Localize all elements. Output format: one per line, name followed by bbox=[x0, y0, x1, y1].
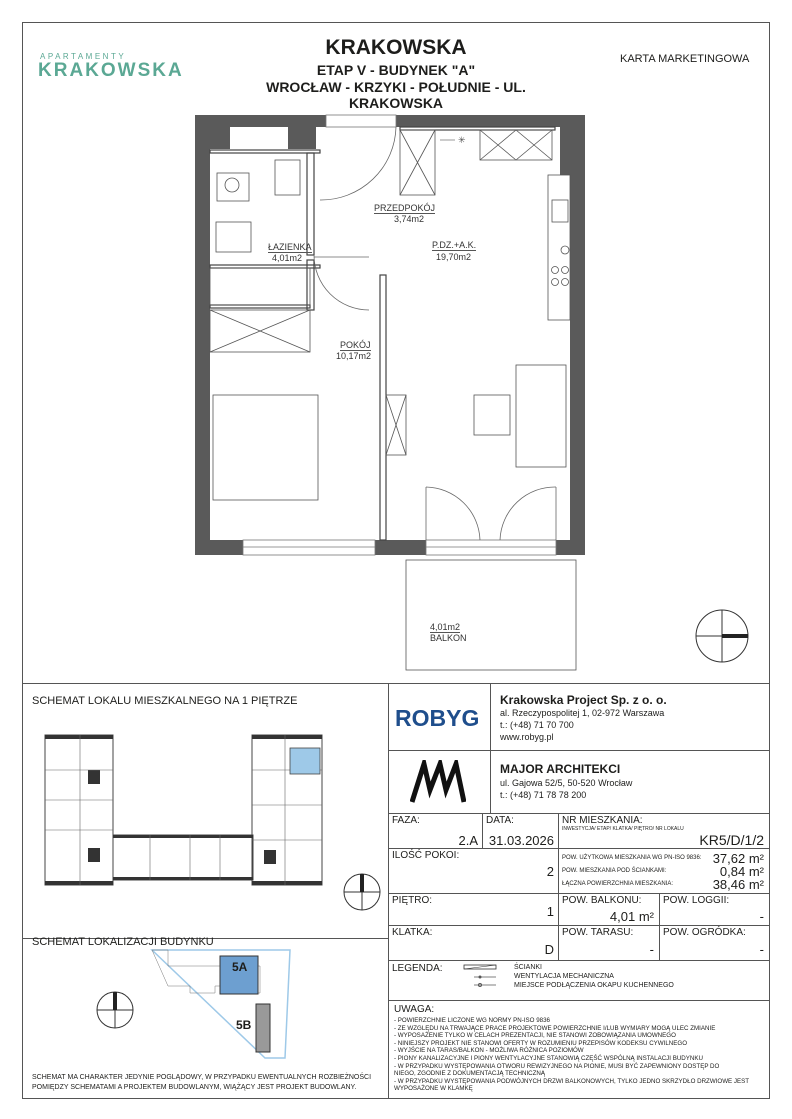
note-item: - NINIEJSZY PROJEKT NIE STANOWI OFERTY W ROZUMIENIU PRZEPISÓW KODEKSU CYWILNEGO bbox=[394, 1039, 688, 1047]
nr-value: KR5/D/1/2 bbox=[699, 832, 764, 848]
legend-label: LEGENDA: bbox=[392, 963, 443, 974]
developer-address: al. Rzeczypospolitej 1, 02-972 Warszawa bbox=[500, 708, 665, 718]
room-lazienka-name: ŁAZIENKA bbox=[268, 242, 312, 252]
nr-label: NR MIESZKANIA: bbox=[562, 815, 643, 826]
page-subtitle: ETAP V - BUDYNEK "A" bbox=[316, 62, 476, 78]
pow-uzyt-label: POW. UŻYTKOWA MIESZKANIA WG PN-ISO 9836: bbox=[562, 855, 702, 861]
pow-uzyt-value: 37,62 m² bbox=[712, 851, 764, 866]
legend-symbols bbox=[460, 963, 500, 991]
card-type: KARTA MARKETINGOWA bbox=[620, 53, 750, 65]
section-divider bbox=[22, 683, 770, 684]
building-label-5a: 5A bbox=[232, 960, 248, 974]
svg-text:✳: ✳ bbox=[458, 136, 466, 146]
north-arrow-small-icon bbox=[342, 872, 382, 912]
pietro-value: 1 bbox=[546, 904, 554, 919]
floor-schema-title: SCHEMAT LOKALU MIESZKALNEGO NA 1 PIĘTRZE bbox=[32, 695, 298, 707]
room-kitchen-name: P.DZ.+A.K. bbox=[432, 240, 477, 250]
room-przedpokoj-name: PRZEDPOKÓJ bbox=[374, 203, 436, 213]
note-item: - ZE WZGLĘDU NA TRWAJĄCE PRACE PROJEKTOWE POWIERZCHNIE I/LUB WYMIARY MOGĄ ULEC ZMIANIE bbox=[394, 1024, 716, 1032]
klatka-label: KLATKA: bbox=[392, 927, 433, 938]
logo-krakowska: KRAKOWSKA bbox=[38, 60, 184, 81]
building-label-5b: 5B bbox=[236, 1018, 252, 1032]
pietro-label: PIĘTRO: bbox=[392, 895, 433, 906]
loggia-label: POW. LOGGII: bbox=[663, 895, 730, 906]
page-title: KRAKOWSKA bbox=[325, 36, 467, 59]
disclaimer-line-2: POMIĘDZY SCHEMATAMI A PROJEKTEM BUDOWLANYM, WIĄŻĄCY JEST PROJEKT BUDOWLANY. bbox=[32, 1084, 357, 1091]
building-schema bbox=[60, 948, 300, 1068]
legend-item-wentylacja: WENTYLACJA MECHANICZNA bbox=[514, 973, 614, 980]
notes-label: UWAGA: bbox=[394, 1004, 435, 1015]
robyg-logo: ROBYG bbox=[395, 705, 480, 731]
pokoi-label: ILOŚĆ POKOI: bbox=[392, 850, 460, 861]
floor-schema bbox=[40, 730, 330, 895]
room-lazienka-area: 4,01m2 bbox=[272, 253, 303, 263]
pow-laczna-label: ŁĄCZNA POWIERZCHNIA MIESZKANIA: bbox=[562, 881, 674, 887]
note-item: - PIONY KANALIZACYJNE I PIONY WENTYLACYJNE STANOWIĄ CZĘŚĆ WSPÓLNĄ INSTALACJI BUDYNKU bbox=[394, 1054, 703, 1062]
note-item: - W PRZYPADKU WYSTĘPOWANIA PODWÓJNYCH DRZWI BALKONOWYCH, TYLKO JEDNO SKRZYDŁO DRZWIOWE JEST bbox=[394, 1077, 750, 1085]
page-location: WROCŁAW - KRZYKI - POŁUDNIE - UL. KRAKOWSKA bbox=[266, 79, 526, 111]
loggia-value: - bbox=[759, 909, 764, 924]
column-divider bbox=[388, 683, 389, 1099]
developer-web[interactable]: www.robyg.pl bbox=[500, 732, 554, 742]
developer-phone: t.: (+48) 71 70 700 bbox=[500, 720, 574, 730]
pow-scian-label: POW. MIESZKANIA POD ŚCIANKAMI: bbox=[562, 868, 667, 874]
note-item: - W PRZYPADKU WYSTĘPOWANIA OTWORU REWIZYJNEGO NA PIONIE, MUSI BYĆ ZAPEWNIONY DOSTĘP DO bbox=[394, 1062, 720, 1070]
legend-item-scianki: ŚCIANKI bbox=[514, 964, 543, 971]
highlighted-unit bbox=[290, 748, 320, 774]
note-item: - WYPOSAŻENIE TYLKO W CELACH PREZENTACJI, NIE STANOWI ZOBOWIĄZANIA UMOWNEGO bbox=[394, 1032, 676, 1040]
major-architekci-logo-icon bbox=[410, 760, 466, 806]
nr-sublabel: INWESTYCJA/ ETAP/ KLATKA/ PIĘTRO/ NR LOKALU bbox=[562, 826, 684, 832]
legend-item-okap: MIEJSCE PODŁĄCZENIA OKAPU KUCHENNEGO bbox=[514, 982, 674, 989]
taras-value: - bbox=[649, 942, 654, 957]
building-schema-title: SCHEMAT LOKALIZACJI BUDYNKU bbox=[32, 936, 214, 948]
faza-value: 2.A bbox=[458, 833, 478, 848]
developer-name: Krakowska Project Sp. z o. o. bbox=[500, 693, 667, 707]
room-balkon-name: BALKON bbox=[430, 633, 467, 643]
faza-label: FAZA: bbox=[392, 815, 420, 826]
pokoi-value: 2 bbox=[546, 864, 554, 879]
architect-name: MAJOR ARCHITEKCI bbox=[500, 762, 621, 776]
balkon-label: POW. BALKONU: bbox=[562, 895, 642, 906]
room-pokoj-name: POKÓJ bbox=[340, 340, 371, 350]
architect-address: ul. Gajowa 52/5, 50-520 Wrocław bbox=[500, 778, 633, 788]
disclaimer-line-1: SCHEMAT MA CHARAKTER JEDYNIE POGLĄDOWY, W PRZYPADKU EWENTUALNYCH ROZBIEŻNOŚCI bbox=[32, 1074, 372, 1081]
room-balkon-area: 4,01m2 bbox=[430, 622, 461, 632]
north-arrow-icon bbox=[694, 608, 750, 664]
data-label: DATA: bbox=[486, 815, 514, 826]
floor-plan bbox=[180, 95, 620, 685]
notes-list bbox=[394, 1017, 766, 1093]
note-item: WYPOSAŻONE W KLAMKĘ bbox=[394, 1085, 473, 1093]
data-value: 31.03.2026 bbox=[488, 833, 554, 848]
taras-label: POW. TARASU: bbox=[562, 927, 634, 938]
ogrodek-value: - bbox=[759, 942, 764, 957]
room-przedpokoj-area: 3,74m2 bbox=[394, 214, 425, 224]
note-item: - POWIERZCHNIE LICZONE WG NORMY PN-ISO 9836 bbox=[394, 1017, 550, 1024]
note-item: - WYJŚCIE NA TARAS/BALKON - MOŻLIWA RÓŻNICA POZIOMÓW bbox=[394, 1047, 584, 1055]
note-item: NIEGO, ZGODNIE Z DOKUMENTACJĄ TECHNICZNĄ bbox=[394, 1070, 546, 1078]
pow-laczna-value: 38,46 m² bbox=[712, 877, 764, 892]
balkon-value: 4,01 m² bbox=[609, 909, 654, 924]
logo-apartamenty: APARTAMENTY bbox=[40, 52, 127, 61]
architect-phone: t.: (+48) 71 78 78 200 bbox=[500, 790, 587, 800]
room-pokoj-area: 10,17m2 bbox=[336, 351, 372, 361]
klatka-value: D bbox=[544, 942, 554, 957]
room-kitchen-area: 19,70m2 bbox=[436, 252, 472, 262]
ogrodek-label: POW. OGRÓDKA: bbox=[663, 927, 746, 938]
pow-scian-value: 0,84 m² bbox=[719, 864, 764, 879]
